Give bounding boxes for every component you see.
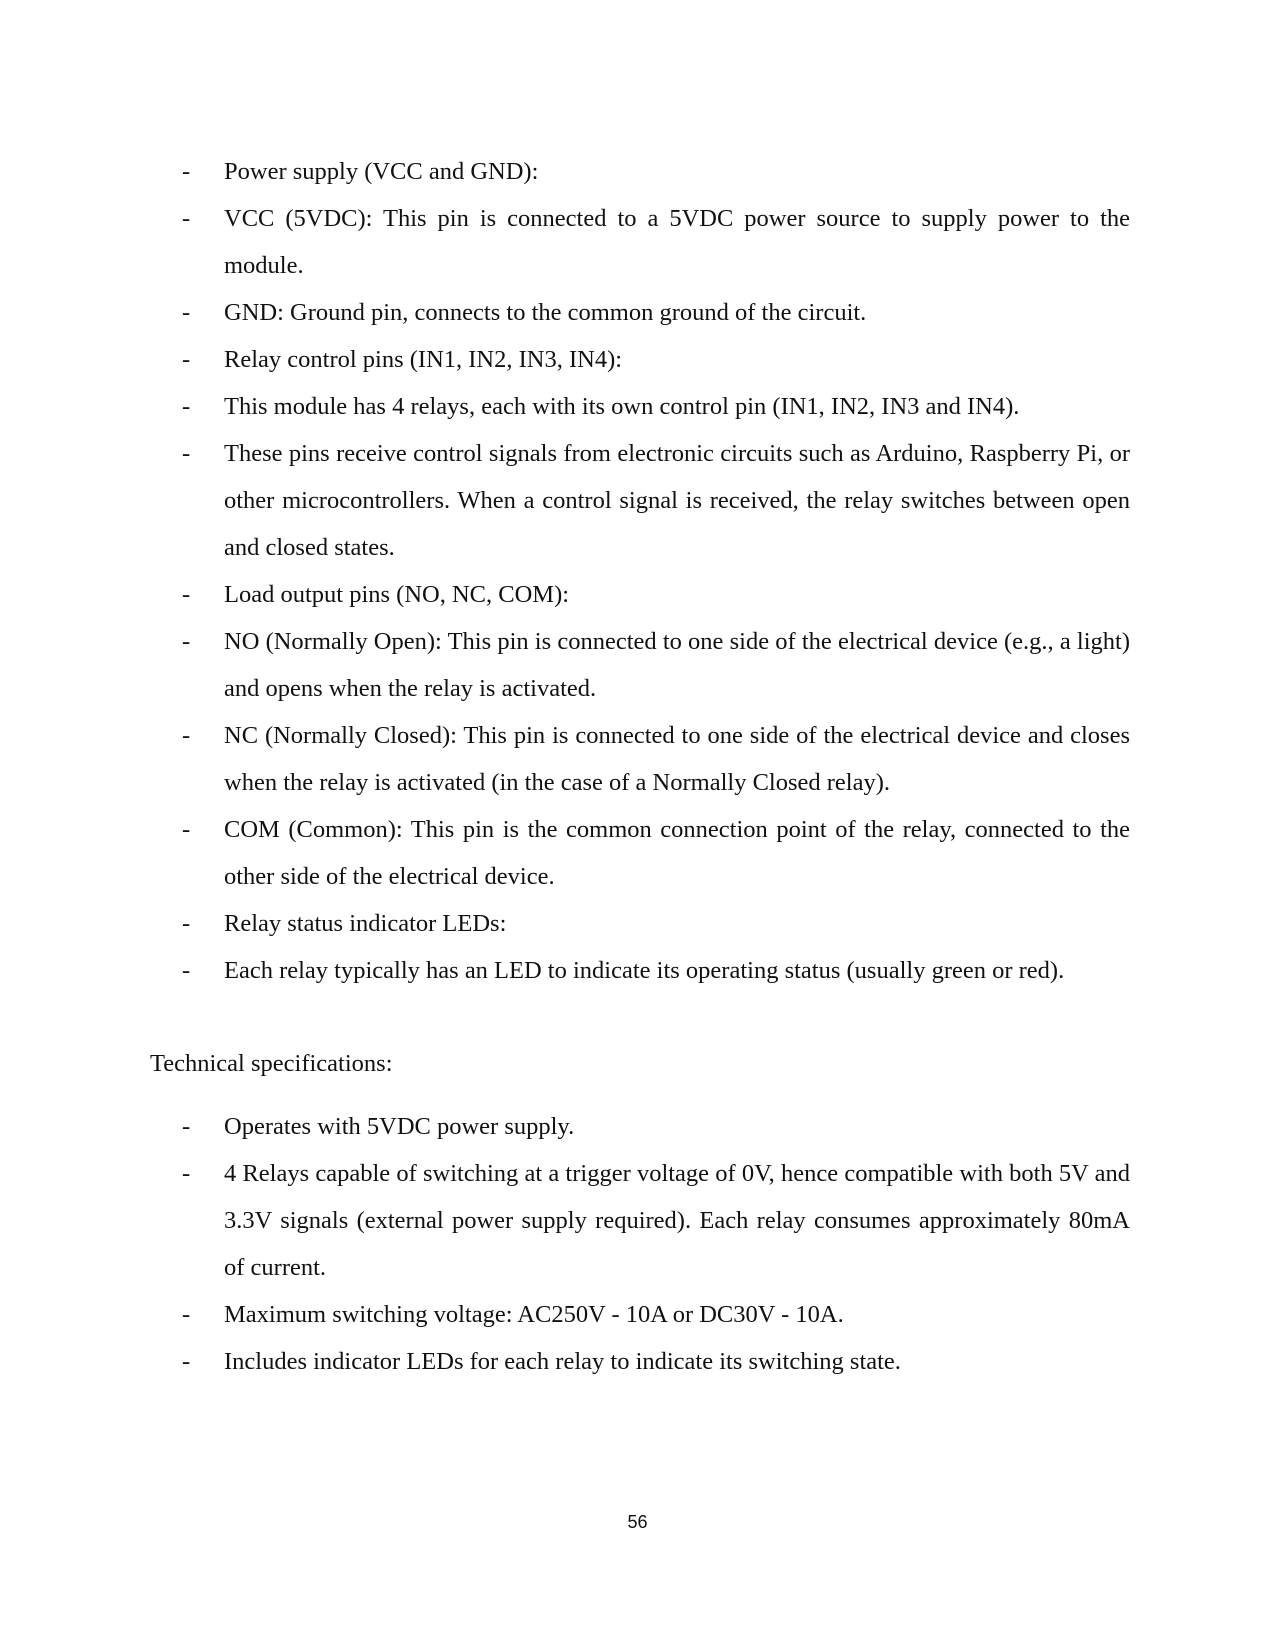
- list-item: [150, 806, 1130, 900]
- list-item-text: Relay status indicator LEDs:: [224, 910, 507, 937]
- list-item: [150, 712, 1130, 806]
- list-item-text: Maximum switching voltage: AC250V - 10A or DC30V - 10A.: [224, 1301, 844, 1328]
- list-item: [150, 195, 1130, 289]
- bullet-dash: -: [182, 1113, 191, 1140]
- bullet-dash: -: [182, 299, 191, 326]
- list-item: [150, 900, 1130, 947]
- bullet-dash: -: [182, 910, 191, 937]
- list-item-text: Includes indicator LEDs for each relay to indicate its switching state.: [224, 1348, 901, 1375]
- technical-specifications-list: [150, 1103, 1130, 1385]
- list-item-text: These pins receive control signals from electronic circuits such as Arduino, Raspberry Pi, or other microcontrollers. When a control signal is received, the relay switches between open and closed states.: [224, 440, 1130, 561]
- list-item-text: GND: Ground pin, connects to the common ground of the circuit.: [224, 299, 867, 326]
- list-item: [150, 618, 1130, 712]
- bullet-dash: -: [182, 1301, 191, 1328]
- bullet-dash: -: [182, 581, 191, 608]
- bullet-dash: -: [182, 393, 191, 420]
- technical-specifications-heading: Technical specifications:: [150, 1050, 393, 1077]
- list-item-text: Each relay typically has an LED to indicate its operating status (usually green or red).: [224, 957, 1065, 984]
- list-item-text: Power supply (VCC and GND):: [224, 158, 539, 185]
- bullet-dash: -: [182, 440, 191, 467]
- bullet-dash: -: [182, 722, 191, 749]
- list-item-text: Relay control pins (IN1, IN2, IN3, IN4):: [224, 346, 623, 373]
- bullet-dash: -: [182, 957, 191, 984]
- pin-description-list: [150, 148, 1130, 994]
- list-item-text: NO (Normally Open): This pin is connected to one side of the electrical device (e.g., a light) and opens when the relay is activated.: [224, 628, 1130, 702]
- list-item: [150, 947, 1130, 994]
- list-item-text: This module has 4 relays, each with its own control pin (IN1, IN2, IN3 and IN4).: [224, 393, 1020, 420]
- page-number: 56: [627, 1512, 648, 1532]
- bullet-dash: -: [182, 346, 191, 373]
- bullet-dash: -: [182, 628, 191, 655]
- bullet-dash: -: [182, 158, 191, 185]
- list-item: [150, 1103, 1130, 1150]
- list-item: [150, 430, 1130, 571]
- list-item: [150, 336, 1130, 383]
- list-item-text: NC (Normally Closed): This pin is connected to one side of the electrical device and closes when the relay is activated (in the case of a Normally Closed relay).: [224, 722, 1130, 796]
- list-item: [150, 289, 1130, 336]
- list-item-text: COM (Common): This pin is the common connection point of the relay, connected to the other side of the electrical device.: [224, 816, 1130, 890]
- list-item: [150, 1338, 1130, 1385]
- list-item: [150, 1291, 1130, 1338]
- list-item: [150, 383, 1130, 430]
- bullet-dash: -: [182, 816, 191, 843]
- list-item-text: Operates with 5VDC power supply.: [224, 1113, 575, 1140]
- list-item: [150, 148, 1130, 195]
- list-item-text: 4 Relays capable of switching at a trigger voltage of 0V, hence compatible with both 5V and 3.3V signals (external power supply required). Each relay consumes approximately 80mA of current.: [224, 1160, 1130, 1281]
- list-item-text: VCC (5VDC): This pin is connected to a 5VDC power source to supply power to the module.: [224, 205, 1130, 279]
- bullet-dash: -: [182, 1160, 191, 1187]
- list-item-text: Load output pins (NO, NC, COM):: [224, 581, 570, 608]
- bullet-dash: -: [182, 1348, 191, 1375]
- list-item: [150, 571, 1130, 618]
- list-item: [150, 1150, 1130, 1291]
- bullet-dash: -: [182, 205, 191, 232]
